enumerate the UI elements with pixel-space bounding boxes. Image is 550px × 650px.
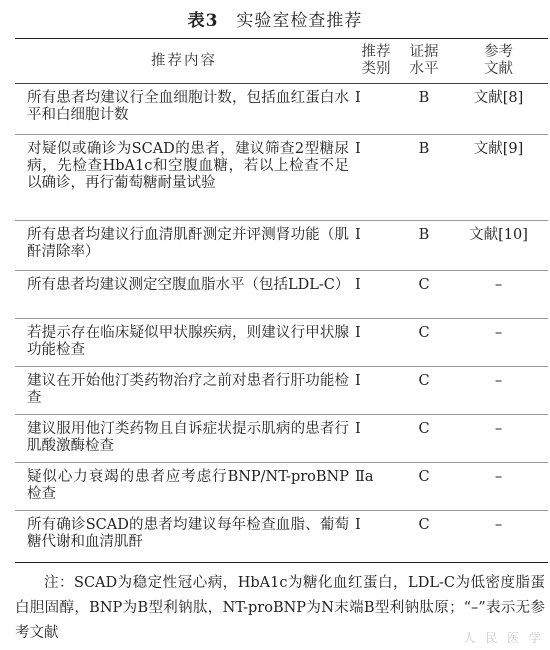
row-ref: 文献[10] (449, 221, 548, 271)
row-content: 所有确诊SCAD的患者均建议每年检查血脂、葡萄糖代谢和血清肌酐 (15, 511, 353, 563)
row-class: Ⅰ (353, 135, 399, 221)
row-class: Ⅱa (353, 463, 399, 511)
row-class: Ⅰ (353, 511, 399, 563)
recommendation-table (15, 38, 548, 563)
row-content: 若提示存在临床疑似甲状腺疾病，则建议行甲状腺功能检查 (15, 319, 353, 367)
header-class-line2: 类别 (361, 61, 391, 77)
header-ref-line2: 文献 (484, 61, 513, 77)
row-ref: – (449, 511, 548, 563)
table-row (15, 511, 548, 563)
header-level-line1: 证据 (409, 44, 439, 60)
row-class: Ⅰ (353, 367, 399, 415)
header-row (15, 39, 548, 84)
table-row (15, 271, 548, 319)
header-ref (449, 39, 548, 84)
row-level: C (399, 415, 449, 463)
row-ref: – (449, 367, 548, 415)
row-content: 建议服用他汀类药物且自诉症状提示肌病的患者行肌酸激酶检查 (15, 415, 353, 463)
row-level: B (399, 135, 449, 221)
row-ref: – (449, 415, 548, 463)
table-row (15, 84, 548, 135)
header-ref-line1: 参考 (484, 44, 513, 60)
header-level-line2: 水平 (409, 61, 439, 77)
row-level: C (399, 367, 449, 415)
table-row (15, 135, 548, 221)
row-class: Ⅰ (353, 221, 399, 271)
table-row (15, 221, 548, 271)
watermark: 人 民 医 学 (463, 631, 544, 645)
row-content: 所有患者均建议行全血细胞计数，包括血红蛋白水平和白细胞计数 (15, 84, 353, 135)
table-title-text: 实验室检查推荐 (236, 11, 363, 31)
row-content: 建议在开始他汀类药物治疗之前对患者行肝功能检查 (15, 367, 353, 415)
header-level (399, 39, 449, 84)
row-ref: 文献[9] (449, 135, 548, 221)
row-level: B (399, 84, 449, 135)
table-row (15, 367, 548, 415)
header-content: 推荐内容 (15, 39, 353, 84)
row-content: 所有患者均建议测定空腹血脂水平（包括LDL-C） (15, 271, 353, 319)
row-class: Ⅰ (353, 271, 399, 319)
row-class: Ⅰ (353, 84, 399, 135)
row-ref: – (449, 463, 548, 511)
row-ref: 文献[8] (449, 84, 548, 135)
row-class: Ⅰ (353, 415, 399, 463)
row-level: C (399, 271, 449, 319)
table-row (15, 415, 548, 463)
table-title (0, 6, 550, 31)
header-class (353, 39, 399, 84)
row-content: 疑似心力衰竭的患者应考虑行BNP/NT-proBNP检查 (15, 463, 353, 511)
row-ref: – (449, 271, 548, 319)
row-level: B (399, 221, 449, 271)
table-row (15, 463, 548, 511)
header-class-line1: 推荐 (361, 44, 391, 60)
table-number: 表3 (187, 11, 219, 31)
row-class: Ⅰ (353, 319, 399, 367)
row-ref: – (449, 319, 548, 367)
row-content: 对疑似或确诊为SCAD的患者，建议筛查2型糖尿病，先检查HbA1c和空腹血糖，若以上检查不足以确诊，再行葡萄糖耐量试验 (15, 135, 353, 221)
row-level: C (399, 511, 449, 563)
table-footnote: 注：SCAD为稳定性冠心病，HbA1c为糖化血红蛋白，LDL-C为低密度脂蛋白胆固醇，BNP为B型利钠肽，NT-proBNP为N末端B型利钠肽原；“–”表示无参考文献 (15, 575, 545, 641)
table-row (15, 319, 548, 367)
row-content: 所有患者均建议行血清肌酐测定并评测肾功能（肌酐清除率） (15, 221, 353, 271)
row-level: C (399, 463, 449, 511)
row-level: C (399, 319, 449, 367)
